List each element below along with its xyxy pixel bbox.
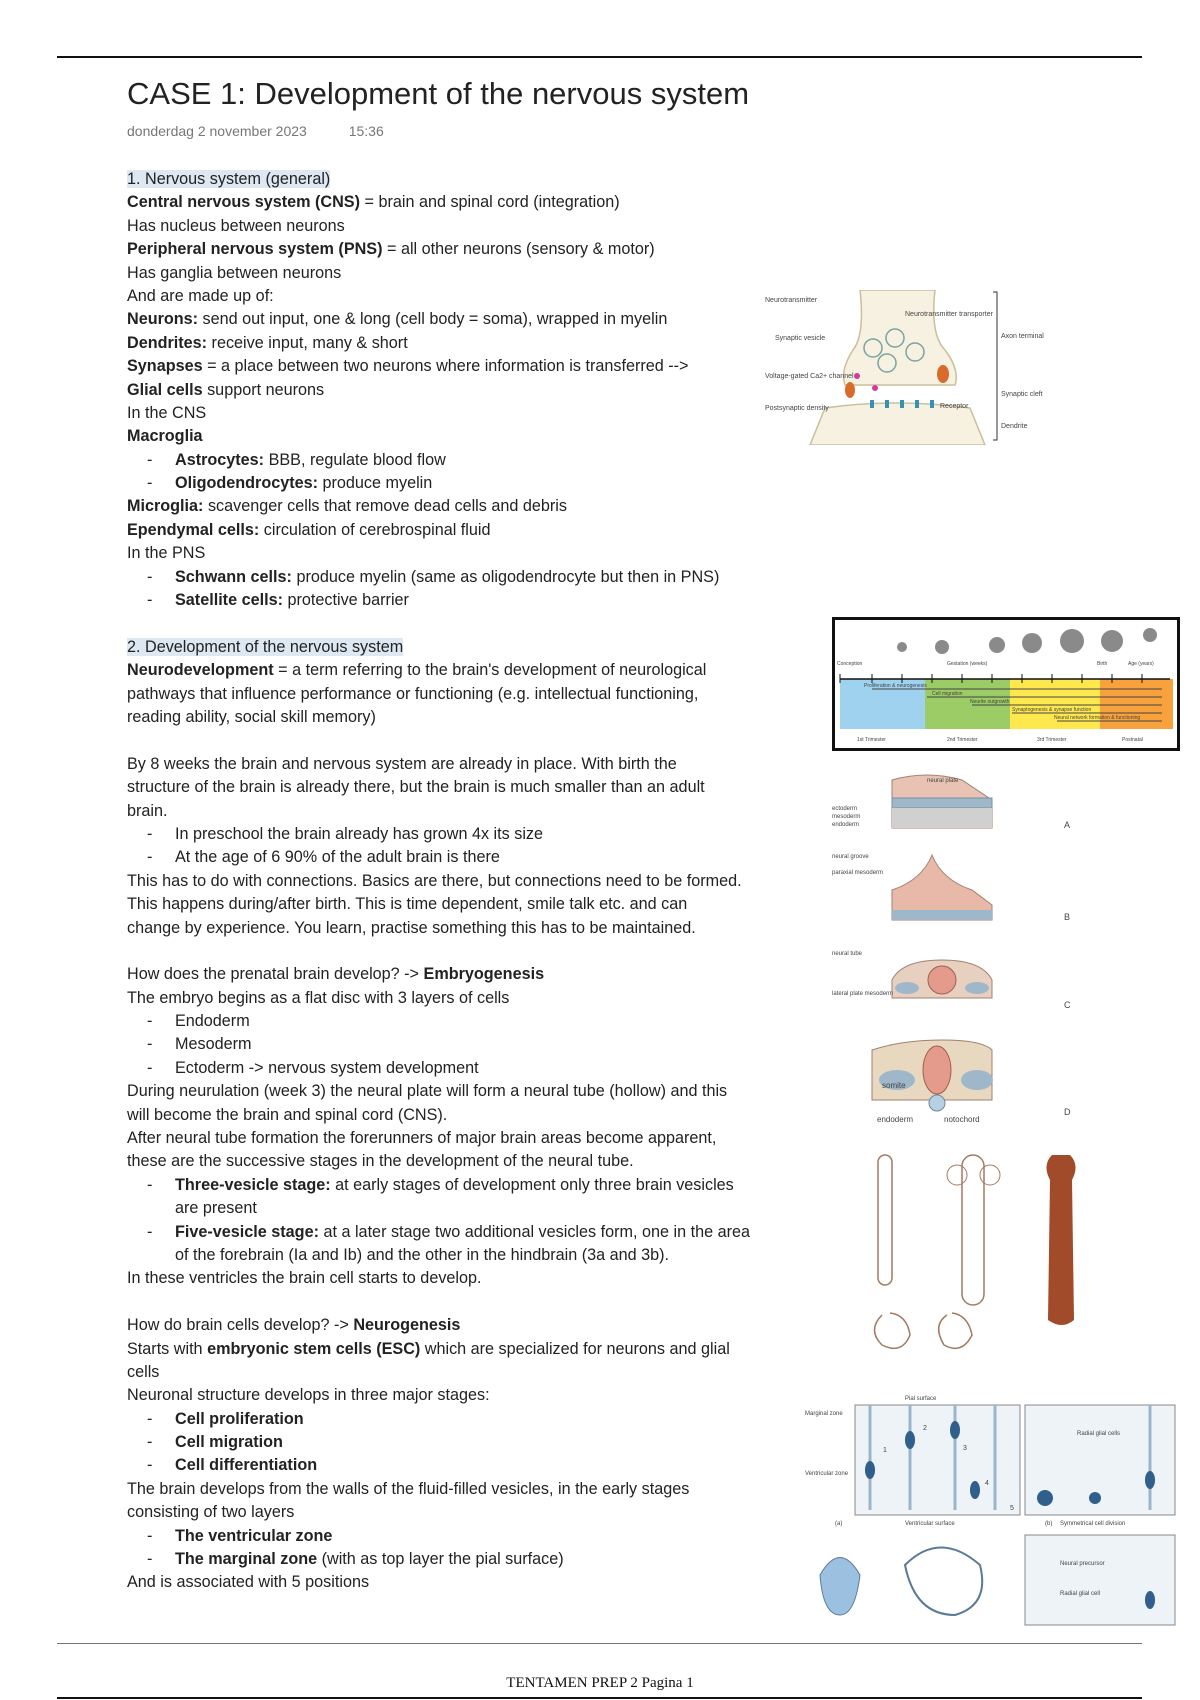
- text-line: Neurodevelopment = a term referring to the brain's development of neurological: [127, 661, 707, 680]
- text-line: After neural tube formation the forerunners of major brain areas become apparent,: [127, 1129, 717, 1148]
- section-heading: 2. Development of the nervous system: [127, 637, 404, 656]
- list-item: - Cell proliferation: [127, 1408, 817, 1431]
- list-item: - Astrocytes: BBB, regulate blood flow: [127, 449, 817, 472]
- timeline-figure: [832, 617, 1180, 751]
- page-time: 15:36: [348, 123, 384, 139]
- note-body[interactable]: [127, 168, 817, 1595]
- label-pial-surface: Pial surface: [905, 1396, 937, 1402]
- page-title: CASE 1: Development of the nervous system: [127, 76, 750, 111]
- text-line: This happens during/after birth. This is time dependent, smile talk etc. and can: [127, 895, 688, 914]
- label-marginal-zone: Marginal zone: [805, 1411, 843, 1417]
- label-endoderm: endoderm: [832, 822, 860, 828]
- page-footer: TENTAMEN PREP 2 Pagina 1: [506, 1675, 694, 1691]
- migration-figure: [805, 1390, 1180, 1630]
- text-line: Has ganglia between neurons: [127, 263, 342, 282]
- label-ventricular-zone: Ventricular zone: [805, 1471, 849, 1477]
- label-stage-a: A: [1064, 820, 1071, 830]
- text-line: Ependymal cells: circulation of cerebrospinal fluid: [127, 520, 491, 539]
- label-birth: Birth: [1097, 661, 1108, 667]
- label-receptor: Receptor: [940, 403, 969, 410]
- text-line: How do brain cells develop? -> Neurogenesis: [127, 1316, 461, 1335]
- text-line: In the PNS: [127, 544, 206, 563]
- label-postnatal: Postnatal: [1122, 737, 1143, 743]
- list-item: - Oligodendrocytes: produce myelin: [127, 472, 817, 495]
- text-line: In these ventricles the brain cell starts to develop.: [127, 1269, 482, 1288]
- top-rule: [57, 56, 1142, 58]
- label-endoderm-d: endoderm: [877, 1115, 914, 1124]
- label-stage-b: B: [1064, 912, 1071, 922]
- label-voltage-channel: Voltage-gated Ca2+ channel: [765, 373, 854, 380]
- list-item: - In preschool the brain already has grown 4x its size: [127, 823, 817, 846]
- text-line: Dendrites: receive input, many & short: [127, 333, 408, 352]
- label-neural-tube: neural tube: [832, 951, 863, 957]
- label-postsynaptic-density: Postsynaptic density: [765, 405, 829, 412]
- list-item: - The ventricular zone: [127, 1525, 817, 1548]
- bar-neurite: Neurite outgrowth: [970, 699, 1010, 705]
- list-item: - Satellite cells: protective barrier: [127, 589, 817, 612]
- label-ectoderm: ectoderm: [832, 806, 858, 812]
- bottom-rule: [57, 1643, 1142, 1644]
- label-notochord: notochord: [944, 1115, 980, 1124]
- text-line: And is associated with 5 positions: [127, 1573, 370, 1592]
- list-item: - Cell differentiation: [127, 1454, 817, 1477]
- page-date: donderdag 2 november 2023: [127, 123, 307, 139]
- text-line: Neuronal structure develops in three major stages:: [127, 1386, 490, 1405]
- list-item-continuation: are present: [175, 1199, 257, 1218]
- text-line: will become the brain and spinal cord (CNS).: [127, 1105, 448, 1124]
- list-item: - Three-vesicle stage: at early stages of development only three brain vesicles: [127, 1174, 817, 1197]
- list-item-continuation: of the forebrain (Ia and Ib) and the other in the hindbrain (3a and 3b).: [175, 1245, 670, 1264]
- label-somite: somite: [882, 1081, 906, 1090]
- list-item: - Ectoderm -> nervous system development: [127, 1057, 817, 1080]
- text-line: change by experience. You learn, practise something this has to be maintained.: [127, 918, 696, 937]
- page-meta: [127, 123, 422, 139]
- text-line: And are made up of:: [127, 286, 274, 305]
- label-radial-glial: Radial glial cells: [1077, 1431, 1121, 1437]
- list-item: - Five-vesicle stage: at a later stage two additional vesicles form, one in the area: [127, 1221, 817, 1244]
- text-line: pathways that influence performance or functioning (e.g. intellectual functioning,: [127, 684, 699, 703]
- label-trimester-3: 3rd Trimester: [1037, 737, 1067, 743]
- label-neurotransmitter: Neurotransmitter: [765, 297, 818, 304]
- label-dendrite: Dendrite: [1001, 423, 1028, 430]
- label-ventricular-surface: Ventricular surface: [905, 1521, 955, 1527]
- text-line: Synapses = a place between two neurons where information is transferred -->: [127, 357, 689, 376]
- text-line: Has nucleus between neurons: [127, 216, 345, 235]
- label-mesoderm: mesoderm: [832, 814, 861, 820]
- label-radial-glial-cell: Radial glial cell: [1060, 1591, 1101, 1597]
- neurulation-figure: [832, 770, 1082, 1140]
- text-line: reading ability, social skill memory): [127, 707, 376, 726]
- label-gestation: Gestation (weeks): [947, 661, 988, 667]
- list-item: - The marginal zone (with as top layer the pial surface): [127, 1548, 817, 1571]
- label-trimester-2: 2nd Trimester: [947, 737, 978, 743]
- text-line: consisting of two layers: [127, 1503, 295, 1522]
- text-line: Glial cells support neurons: [127, 380, 325, 399]
- label-neural-plate: neural plate: [927, 778, 959, 784]
- text-line: Neurons: send out input, one & long (cell body = soma), wrapped in myelin: [127, 310, 668, 329]
- text-line: By 8 weeks the brain and nervous system are already in place. With birth the: [127, 754, 677, 773]
- label-step-4: 4: [985, 1480, 989, 1487]
- label-transporter: Neurotransmitter transporter: [905, 311, 993, 318]
- label-neural-groove: neural groove: [832, 854, 869, 860]
- text-line: This has to do with connections. Basics are there, but connections need to be formed.: [127, 871, 742, 890]
- label-conception: Conception: [837, 661, 863, 667]
- list-item: - Endoderm: [127, 1010, 817, 1033]
- text-line: Peripheral nervous system (PNS) = all other neurons (sensory & motor): [127, 240, 655, 259]
- section-heading: 1. Nervous system (general): [127, 170, 331, 188]
- bar-proliferation: Proliferation & neurogenesis: [864, 683, 927, 689]
- footer-rule: [57, 1697, 1142, 1699]
- text-line: The brain develops from the walls of the fluid-filled vesicles, in the early stages: [127, 1479, 690, 1498]
- bar-migration: Cell migration: [932, 691, 963, 697]
- label-lateral-plate: lateral plate mesoderm: [832, 991, 894, 997]
- text-line: structure of the brain is already there, but the brain is much smaller than an adult: [127, 778, 705, 797]
- label-stage-c: C: [1064, 1000, 1071, 1010]
- vesicle-figure: [862, 1145, 1092, 1360]
- text-line: The embryo begins as a flat disc with 3 layers of cells: [127, 988, 510, 1007]
- label-stage-d: D: [1064, 1107, 1071, 1117]
- text-line: these are the successive stages in the development of the neural tube.: [127, 1152, 634, 1171]
- label-step-1: 1: [883, 1447, 887, 1454]
- label-age: Age (years): [1128, 661, 1154, 667]
- bar-network: Neural network formation & functioning: [1054, 715, 1141, 721]
- text-line: cells: [127, 1362, 160, 1381]
- label-b: (b): [1045, 1521, 1053, 1527]
- label-step-2: 2: [923, 1425, 927, 1432]
- text-line: Starts with embryonic stem cells (ESC) which are specialized for neurons and glial: [127, 1339, 730, 1358]
- label-step-3: 3: [963, 1445, 967, 1452]
- list-item: - Cell migration: [127, 1431, 817, 1454]
- text-line: How does the prenatal brain develop? -> Embryogenesis: [127, 965, 545, 984]
- text-line: Macroglia: [127, 427, 203, 446]
- label-symmetrical: Symmetrical cell division: [1060, 1521, 1126, 1527]
- label-synaptic-vesicle: Synaptic vesicle: [775, 335, 826, 342]
- text-line: Central nervous system (CNS) = brain and spinal cord (integration): [127, 193, 620, 212]
- label-paraxial: paraxial mesoderm: [832, 870, 884, 876]
- list-item: - Mesoderm: [127, 1033, 817, 1056]
- label-neural-precursor: Neural precursor: [1060, 1561, 1105, 1567]
- text-line: Microglia: scavenger cells that remove dead cells and debris: [127, 497, 567, 516]
- label-axon-terminal: Axon terminal: [1001, 333, 1044, 340]
- list-item: - Schwann cells: produce myelin (same as oligodendrocyte but then in PNS): [127, 566, 817, 589]
- bar-synaptogenesis: Synaptogenesis & synapse function: [1012, 707, 1092, 713]
- label-trimester-1: 1st Trimester: [857, 737, 886, 743]
- list-item: - At the age of 6 90% of the adult brain is there: [127, 846, 817, 869]
- synapse-figure: [765, 290, 1055, 445]
- text-line: In the CNS: [127, 403, 207, 422]
- label-synaptic-cleft: Synaptic cleft: [1001, 391, 1043, 398]
- text-line: brain.: [127, 801, 168, 820]
- label-a: (a): [835, 1521, 843, 1527]
- text-line: During neurulation (week 3) the neural plate will form a neural tube (hollow) and this: [127, 1082, 728, 1101]
- label-step-5: 5: [1010, 1505, 1014, 1512]
